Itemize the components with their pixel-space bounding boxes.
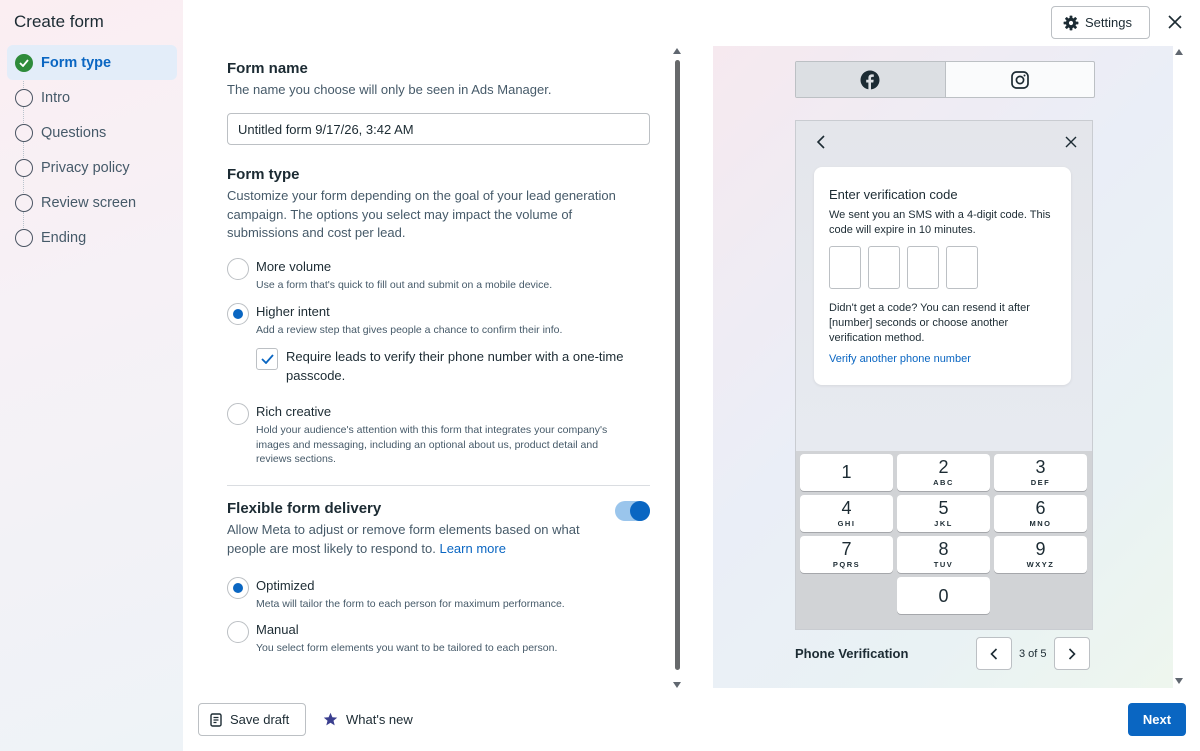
platform-tabs	[795, 61, 1095, 98]
whats-new-button[interactable]	[323, 703, 413, 736]
phone-preview	[795, 120, 1093, 630]
radio-description: Meta will tailor the form to each person for maximum performance.	[256, 598, 565, 610]
scroll-down-icon[interactable]	[673, 682, 681, 688]
verify-phone-checkbox[interactable]	[256, 348, 278, 370]
form-scrollbar[interactable]	[673, 48, 683, 688]
tab-facebook[interactable]	[796, 62, 946, 97]
keypad-key[interactable]	[800, 536, 893, 573]
settings-button[interactable]	[1051, 6, 1150, 39]
key-number: 1	[841, 461, 852, 482]
form-type-title: Form type	[227, 166, 300, 183]
star-icon	[323, 712, 338, 727]
radio-text	[256, 403, 636, 467]
form-name-title: Form name	[227, 60, 308, 77]
close-icon[interactable]	[1065, 132, 1077, 153]
verification-description: We sent you an SMS with a 4-digit code. This code will expire in 10 minutes.	[829, 209, 1051, 236]
key-number: 7	[841, 539, 852, 559]
next-label: Next	[1142, 712, 1172, 727]
radio-more-volume[interactable]	[227, 258, 552, 293]
step-review-screen[interactable]	[7, 185, 177, 220]
gear-icon	[1063, 15, 1079, 31]
divider	[227, 485, 650, 486]
step-label: Privacy policy	[41, 159, 130, 176]
key-number: 8	[938, 539, 949, 559]
key-number: 2	[938, 457, 949, 477]
step-list	[7, 45, 177, 255]
empty-circle-icon	[15, 89, 33, 107]
form-name-description: The name you choose will only be seen in Ads Manager.	[227, 82, 552, 97]
keypad-key[interactable]	[994, 495, 1087, 532]
sidebar	[0, 0, 183, 751]
page-scroll-down-icon[interactable]	[1175, 678, 1183, 684]
next-button[interactable]	[1128, 703, 1186, 736]
step-intro[interactable]	[7, 80, 177, 115]
keypad-key[interactable]	[800, 454, 893, 491]
radio-button[interactable]	[227, 303, 249, 325]
code-digit-input[interactable]	[868, 246, 900, 289]
radio-higher-intent[interactable]	[227, 303, 562, 338]
resend-text: Didn't get a code? You can resend it after [number] seconds or choose another verification method.	[829, 302, 1030, 344]
code-digit-input[interactable]	[829, 246, 861, 289]
code-digit-input[interactable]	[946, 246, 978, 289]
save-draft-label: Save draft	[230, 712, 290, 727]
form-name-value: Untitled form 9/17/26, 3:42 AM	[238, 121, 414, 137]
step-label: Ending	[41, 229, 87, 246]
chevron-left-icon	[990, 648, 998, 660]
form-name-input[interactable]	[227, 113, 650, 145]
step-label: Intro	[41, 89, 71, 106]
empty-circle-icon	[15, 124, 33, 142]
radio-optimized[interactable]	[227, 577, 565, 612]
preview-panel	[713, 46, 1173, 688]
radio-button[interactable]	[227, 403, 249, 425]
radio-button[interactable]	[227, 258, 249, 280]
radio-text	[256, 303, 562, 338]
form-type-section	[227, 166, 637, 243]
verification-card	[814, 167, 1071, 385]
chevron-right-icon	[1068, 648, 1076, 660]
radio-description: Hold your audience's attention with this form that integrates your company's images and messaging, including an optional about us, product detail and reviews sections.	[256, 424, 608, 465]
close-icon[interactable]	[1164, 11, 1186, 33]
back-icon[interactable]	[816, 133, 826, 154]
flexible-delivery-toggle[interactable]	[615, 501, 650, 521]
instagram-icon	[1011, 71, 1029, 89]
step-label: Questions	[41, 124, 107, 141]
key-letters: JKL	[934, 519, 953, 528]
checkmark-icon	[261, 354, 274, 364]
key-letters: WXYZ	[1026, 560, 1055, 569]
key-number: 4	[841, 498, 852, 518]
radio-label: Higher intent	[256, 304, 330, 319]
form-type-description: Customize your form depending on the goal of your lead generation campaign. The options you select may impact the volume of submissions and cost per lead.	[227, 188, 616, 240]
key-number: 6	[1035, 498, 1046, 518]
verification-title: Enter verification code	[829, 187, 958, 202]
empty-circle-icon	[15, 159, 33, 177]
scroll-up-icon[interactable]	[673, 48, 681, 54]
step-form-type[interactable]	[7, 45, 177, 80]
numeric-keypad	[796, 451, 1093, 630]
key-letters: GHI	[837, 519, 856, 528]
radio-text	[256, 577, 565, 612]
key-number: 9	[1035, 539, 1046, 559]
whats-new-label: What's new	[346, 712, 413, 727]
check-circle-icon	[15, 54, 33, 72]
radio-description: Add a review step that gives people a chance to confirm their info.	[256, 324, 563, 336]
keypad-key[interactable]	[994, 536, 1087, 573]
scrollbar-thumb[interactable]	[675, 60, 680, 670]
previous-page-button[interactable]	[976, 637, 1012, 670]
keypad-key[interactable]	[897, 536, 990, 573]
flexible-delivery-title: Flexible form delivery	[227, 500, 382, 517]
key-number: 3	[1035, 457, 1046, 477]
step-label: Review screen	[41, 194, 137, 211]
empty-circle-icon	[15, 194, 33, 212]
step-privacy-policy[interactable]	[7, 150, 177, 185]
radio-manual[interactable]	[227, 621, 557, 656]
preview-screen-title: Phone Verification	[795, 646, 909, 661]
verify-phone-checkbox-row[interactable]	[256, 348, 636, 385]
keypad-key[interactable]	[897, 495, 990, 532]
preview-pager	[976, 637, 1090, 670]
radio-text	[256, 621, 557, 656]
key-letters: ABC	[933, 478, 954, 487]
verify-phone-label: Require leads to verify their phone number with a one-time passcode.	[286, 349, 624, 383]
flexible-delivery-section	[227, 500, 607, 558]
radio-text	[256, 258, 552, 293]
step-questions[interactable]	[7, 115, 177, 150]
flexible-delivery-description	[227, 521, 607, 558]
flexible-delivery-text: Allow Meta to adjust or remove form elements based on what people are most likely to respond to.	[227, 522, 580, 556]
step-ending[interactable]	[7, 220, 177, 255]
draft-document-icon	[210, 713, 223, 727]
facebook-icon	[860, 70, 880, 90]
page-indicator: 3 of 5	[1019, 647, 1047, 660]
keypad-key[interactable]	[994, 454, 1087, 491]
sidebar-title: Create form	[14, 12, 104, 31]
keypad-key[interactable]	[800, 495, 893, 532]
code-inputs	[829, 246, 1056, 289]
page-scroll-up-icon[interactable]	[1175, 49, 1183, 55]
form-name-section	[227, 60, 650, 100]
tab-instagram[interactable]	[946, 62, 1095, 97]
radio-label: Optimized	[256, 578, 315, 593]
verify-another-link[interactable]: Verify another phone number	[829, 353, 971, 365]
key-number: 5	[938, 498, 949, 518]
radio-description: Use a form that's quick to fill out and submit on a mobile device.	[256, 279, 553, 291]
form-panel	[183, 0, 700, 751]
radio-description: You select form elements you want to be tailored to each person.	[256, 642, 558, 654]
radio-label: More volume	[256, 259, 332, 274]
radio-button[interactable]	[227, 577, 249, 599]
next-page-button[interactable]	[1054, 637, 1090, 670]
key-letters: PQRS	[832, 560, 861, 569]
keypad-key[interactable]	[897, 577, 990, 614]
code-digit-input[interactable]	[907, 246, 939, 289]
key-number: 0	[938, 585, 949, 606]
radio-label: Rich creative	[256, 404, 332, 419]
keypad-key[interactable]	[897, 454, 990, 491]
save-draft-button[interactable]	[198, 703, 306, 736]
step-label: Form type	[41, 54, 112, 71]
radio-label: Manual	[256, 622, 299, 637]
key-letters: TUV	[933, 560, 954, 569]
learn-more-link[interactable]: Learn more	[439, 540, 506, 556]
key-letters: DEF	[1030, 478, 1051, 487]
key-letters: MNO	[1029, 519, 1052, 528]
settings-label: Settings	[1085, 15, 1132, 30]
empty-circle-icon	[15, 229, 33, 247]
radio-rich-creative[interactable]	[227, 403, 636, 467]
radio-button[interactable]	[227, 621, 249, 643]
